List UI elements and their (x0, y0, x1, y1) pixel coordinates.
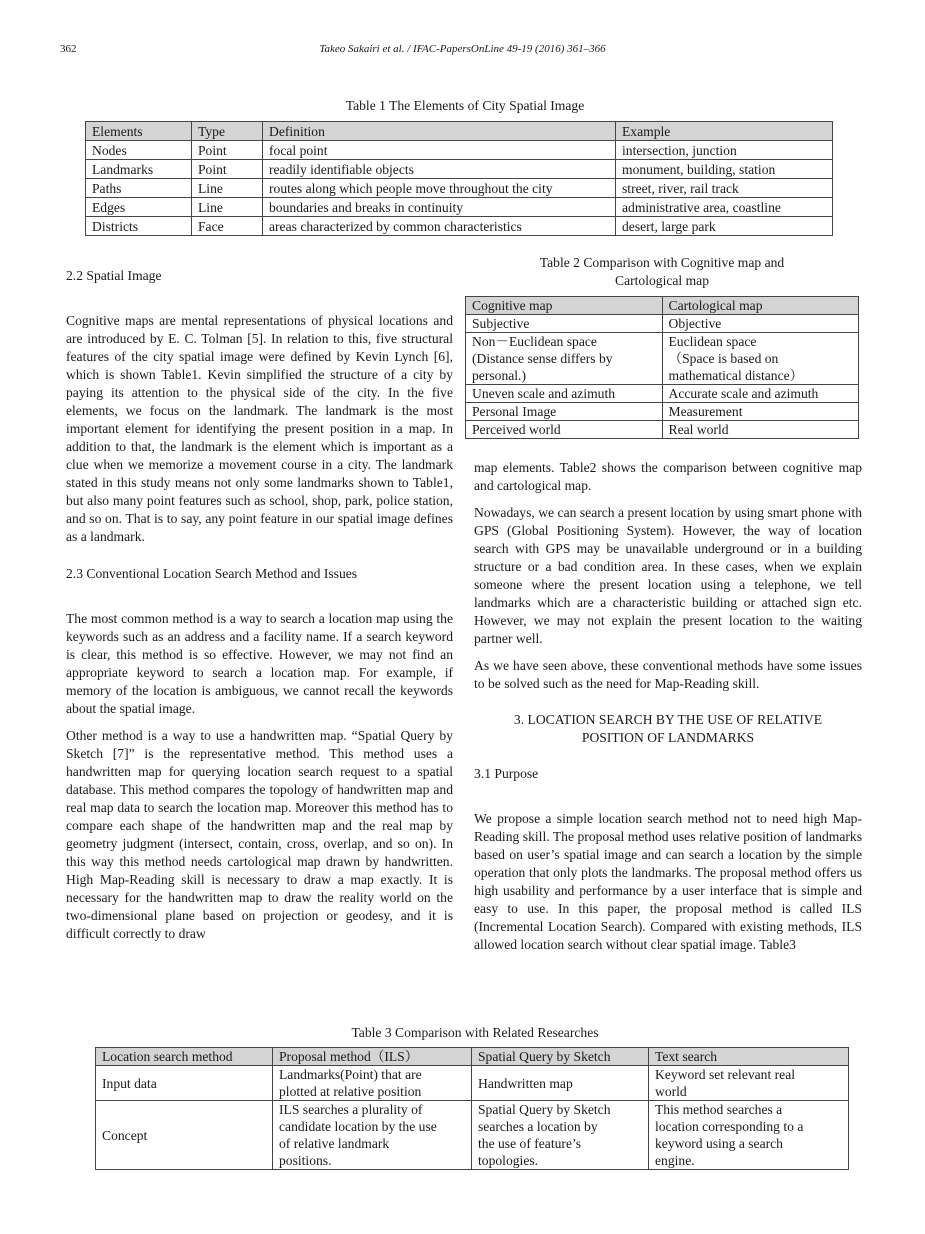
cell-text: Line (198, 199, 223, 215)
table-header-cell (649, 1048, 849, 1066)
cell-text: focal point (269, 142, 328, 158)
table-cell (662, 385, 859, 403)
section-heading-2-3: 2.3 Conventional Location Search Method and Issues (66, 566, 358, 581)
cell-text: Non－Euclidean space (472, 334, 597, 349)
cell-text: Type (198, 123, 225, 139)
cell-text: Location search method (102, 1049, 233, 1064)
cell-text: Input data (102, 1075, 157, 1091)
table3 (95, 1047, 849, 1170)
table-cell (273, 1066, 472, 1101)
cell-text: Handwritten map (478, 1075, 573, 1091)
cell-text: engine. (655, 1153, 695, 1168)
table-cell (192, 179, 263, 198)
table-cell (192, 160, 263, 179)
table-row (466, 421, 859, 439)
table-row (86, 198, 833, 217)
table-cell (472, 1066, 649, 1101)
paragraph: The most common method is a way to search a location map using the keywords such as an address and a facility name. If a search keyword is clear, this method is so effective. However, we may not find an appropriate keyword to search a location map. For example, if memory of the location is ambiguous, we cannot recall the keywords about the spatial image. (66, 611, 453, 716)
cell-text: Point (198, 142, 227, 158)
cell-text: This method searches a (655, 1102, 783, 1117)
table-row (466, 403, 859, 421)
cell-text: Spatial Query by Sketch (478, 1102, 611, 1117)
cell-text: routes along which people move throughout the city (269, 180, 553, 196)
table-header-row (86, 122, 833, 141)
table-cell (662, 333, 859, 385)
table1-caption: Table 1 The Elements of City Spatial Image (345, 98, 585, 113)
table-row (466, 333, 859, 385)
table-header-cell (263, 122, 616, 141)
table-cell (616, 217, 833, 236)
table-row (86, 217, 833, 236)
table-header-cell (96, 1048, 273, 1066)
table-row (466, 315, 859, 333)
table-cell (662, 403, 859, 421)
table-cell (649, 1066, 849, 1101)
cell-text: Face (198, 218, 224, 234)
cell-text: Measurement (668, 404, 743, 419)
cell-text: boundaries and breaks in continuity (269, 199, 464, 215)
paragraph: Cognitive maps are mental representations of physical locations and are introduced by E. C. Tolman [5]. In relation to this, five structural features of the city spatial image were defined by Kevin Lynch [6], which is shown Table1. Kevin simplified the structure of a city by paying its attention to the physical side of the city. In the five elements, we focus on the landmark. The landmark is the most important element for identifying the present position in a map. In addition to that, the landmark is the element which is important as a clue when we memorize a movement course in a city. The landmark stated in this study means not only some landmarks shown to Table1, but also many point features such as school, shop, park, police station, and so on. That is to say, any point feature in our spatial image defines as a landmark. (66, 313, 453, 544)
cell-text: Nodes (92, 142, 127, 158)
cell-text: Landmarks (92, 161, 154, 177)
table-cell (616, 198, 833, 217)
table-header-cell (662, 297, 859, 315)
cell-text: Elements (92, 123, 143, 139)
table1 (85, 121, 833, 236)
cell-text: Subjective (472, 316, 530, 331)
heading-line: POSITION OF LANDMARKS (581, 730, 755, 745)
cell-text: areas characterized by common characteristics (269, 218, 522, 234)
table-cell (263, 217, 616, 236)
cell-text: Edges (92, 199, 126, 215)
table-cell (616, 160, 833, 179)
table-cell (273, 1101, 472, 1170)
table-cell (466, 333, 663, 385)
cell-text: Euclidean space (668, 334, 757, 349)
table-header-cell (466, 297, 663, 315)
cell-text: personal.) (472, 368, 526, 383)
table-cell (192, 198, 263, 217)
table-header-cell (616, 122, 833, 141)
cell-text: Paths (92, 180, 122, 196)
section-heading-3 (474, 711, 862, 747)
cell-text: Concept (102, 1127, 148, 1143)
table-row (96, 1066, 849, 1101)
table-cell (616, 179, 833, 198)
cell-text: readily identifiable objects (269, 161, 414, 177)
cell-text: Objective (668, 316, 722, 331)
cell-text: Cognitive map (472, 298, 553, 313)
cell-text: street, river, rail track (622, 180, 739, 196)
paragraph: Nowadays, we can search a present location by using smart phone with GPS (Global Positioning System). However, the way of location search with GPS may be unavailable underground or in a building structure or a bad condition area. In these cases, when we explain someone where the present location using a telephone, we tell landmarks which are a characteristic building or attached sign etc. However, we may not explain the present location to the waiting partner well. (474, 505, 862, 646)
cell-text: plotted at relative position (279, 1084, 422, 1099)
table-cell (649, 1101, 849, 1170)
table-row (86, 179, 833, 198)
table-header-row (466, 297, 859, 315)
table-header-cell (472, 1048, 649, 1066)
running-title: Takeo Sakairi et al. / IFAC-PapersOnLine 49-19 (2016) 361–366 (319, 43, 606, 55)
paragraph: Other method is a way to use a handwritten map. “Spatial Query by Sketch [7]” is the representative method. This method uses a handwritten map for querying location search request to a spatial database. This method compares the topology of handwritten map and real map data to search the location map. Moreover this method has to compare each shape of the handwritten map and the real map by geometry judgment (intersect, contain, cross, overlap, and so on). In this way this method needs cartological map drawn by handwritten. High Map-Reading skill is necessary to draw a map exactly. It is necessary for the handwritten map to draw the reality world on the two-dimensional plane based on projection or geodesy, and it is difficult correctly to draw (66, 728, 453, 941)
table2-caption (462, 254, 862, 290)
cell-text: Districts (92, 218, 139, 234)
cell-text: Text search (655, 1049, 718, 1064)
table-cell (86, 217, 192, 236)
cell-text: Definition (269, 123, 325, 139)
left-column (66, 267, 453, 952)
table-cell (86, 179, 192, 198)
cell-text: Keyword set relevant real (655, 1067, 796, 1082)
paragraph: map elements. Table2 shows the comparison between cognitive map and cartological map. (474, 460, 862, 493)
table-cell (192, 141, 263, 160)
table-cell (86, 198, 192, 217)
cell-text: Perceived world (472, 422, 561, 437)
table-cell (96, 1101, 273, 1170)
heading-line: 3. LOCATION SEARCH BY THE USE OF RELATIVE (513, 712, 823, 727)
paragraph: As we have seen above, these conventional methods have some issues to be solved such as the need for Map-Reading skill. (474, 658, 862, 691)
cell-text: desert, large park (622, 218, 716, 234)
table-row (86, 160, 833, 179)
cell-text: positions. (279, 1153, 332, 1168)
table-cell (616, 141, 833, 160)
cell-text: topologies. (478, 1153, 539, 1168)
table-header-cell (273, 1048, 472, 1066)
table-row (466, 385, 859, 403)
cell-text: Landmarks(Point) that are (279, 1067, 422, 1082)
table-cell (466, 385, 663, 403)
page-number: 362 (60, 43, 77, 55)
table-row (86, 141, 833, 160)
table-cell (263, 179, 616, 198)
cell-text: monument, building, station (622, 161, 776, 177)
cell-text: Real world (668, 422, 729, 437)
cell-text: Accurate scale and azimuth (668, 386, 819, 401)
cell-text: Spatial Query by Sketch (478, 1049, 611, 1064)
table-cell (466, 315, 663, 333)
caption-line: Cartological map (615, 273, 709, 288)
cell-text: (Distance sense differs by (472, 351, 613, 366)
caption-line: Table 2 Comparison with Cognitive map and (539, 255, 785, 270)
table-cell (96, 1066, 273, 1101)
table-cell (192, 217, 263, 236)
section-heading-2-2: 2.2 Spatial Image (66, 268, 162, 283)
cell-text: ILS searches a plurality of (279, 1102, 423, 1117)
cell-text: intersection, junction (622, 142, 737, 158)
table-cell (466, 403, 663, 421)
cell-text: the use of feature’s (478, 1136, 582, 1151)
table-cell (263, 141, 616, 160)
table-header-cell (192, 122, 263, 141)
table-row (96, 1101, 849, 1170)
table-header-cell (86, 122, 192, 141)
cell-text: world (655, 1084, 687, 1099)
cell-text: Personal Image (472, 404, 557, 419)
cell-text: Example (622, 123, 671, 139)
table-cell (263, 198, 616, 217)
table-cell (662, 421, 859, 439)
cell-text: candidate location by the use (279, 1119, 437, 1134)
cell-text: （Space is based on (668, 351, 779, 366)
table-cell (472, 1101, 649, 1170)
cell-text: of relative landmark (279, 1136, 390, 1151)
table-cell (86, 141, 192, 160)
cell-text: Point (198, 161, 227, 177)
cell-text: mathematical distance） (668, 368, 804, 383)
table-cell (86, 160, 192, 179)
table3-caption: Table 3 Comparison with Related Researches (351, 1025, 599, 1040)
section-heading-3-1: 3.1 Purpose (474, 766, 539, 781)
table-cell (466, 421, 663, 439)
table-cell (662, 315, 859, 333)
cell-text: Cartological map (668, 298, 763, 313)
cell-text: Line (198, 180, 223, 196)
right-column (474, 459, 862, 963)
table-cell (263, 160, 616, 179)
cell-text: searches a location by (478, 1119, 598, 1134)
cell-text: administrative area, coastline (622, 199, 781, 215)
cell-text: location corresponding to a (655, 1119, 804, 1134)
cell-text: keyword using a search (655, 1136, 783, 1151)
table2 (465, 296, 859, 439)
cell-text: Uneven scale and azimuth (472, 386, 616, 401)
table-header-row (96, 1048, 849, 1066)
cell-text: Proposal method（ILS） (279, 1049, 419, 1064)
paragraph: We propose a simple location search method not to need high Map-Reading skill. The proposal method uses relative position of landmarks based on user’s spatial image and can search a location by the simple operation that only plots the landmarks. The proposal method offers us high usability and performance by a user interface that is simple and easy to use. In this paper, the proposal method is called ILS (Incremental Location Search). Compared with existing methods, ILS allowed location search without clear spatial image. Table3 (474, 811, 862, 952)
